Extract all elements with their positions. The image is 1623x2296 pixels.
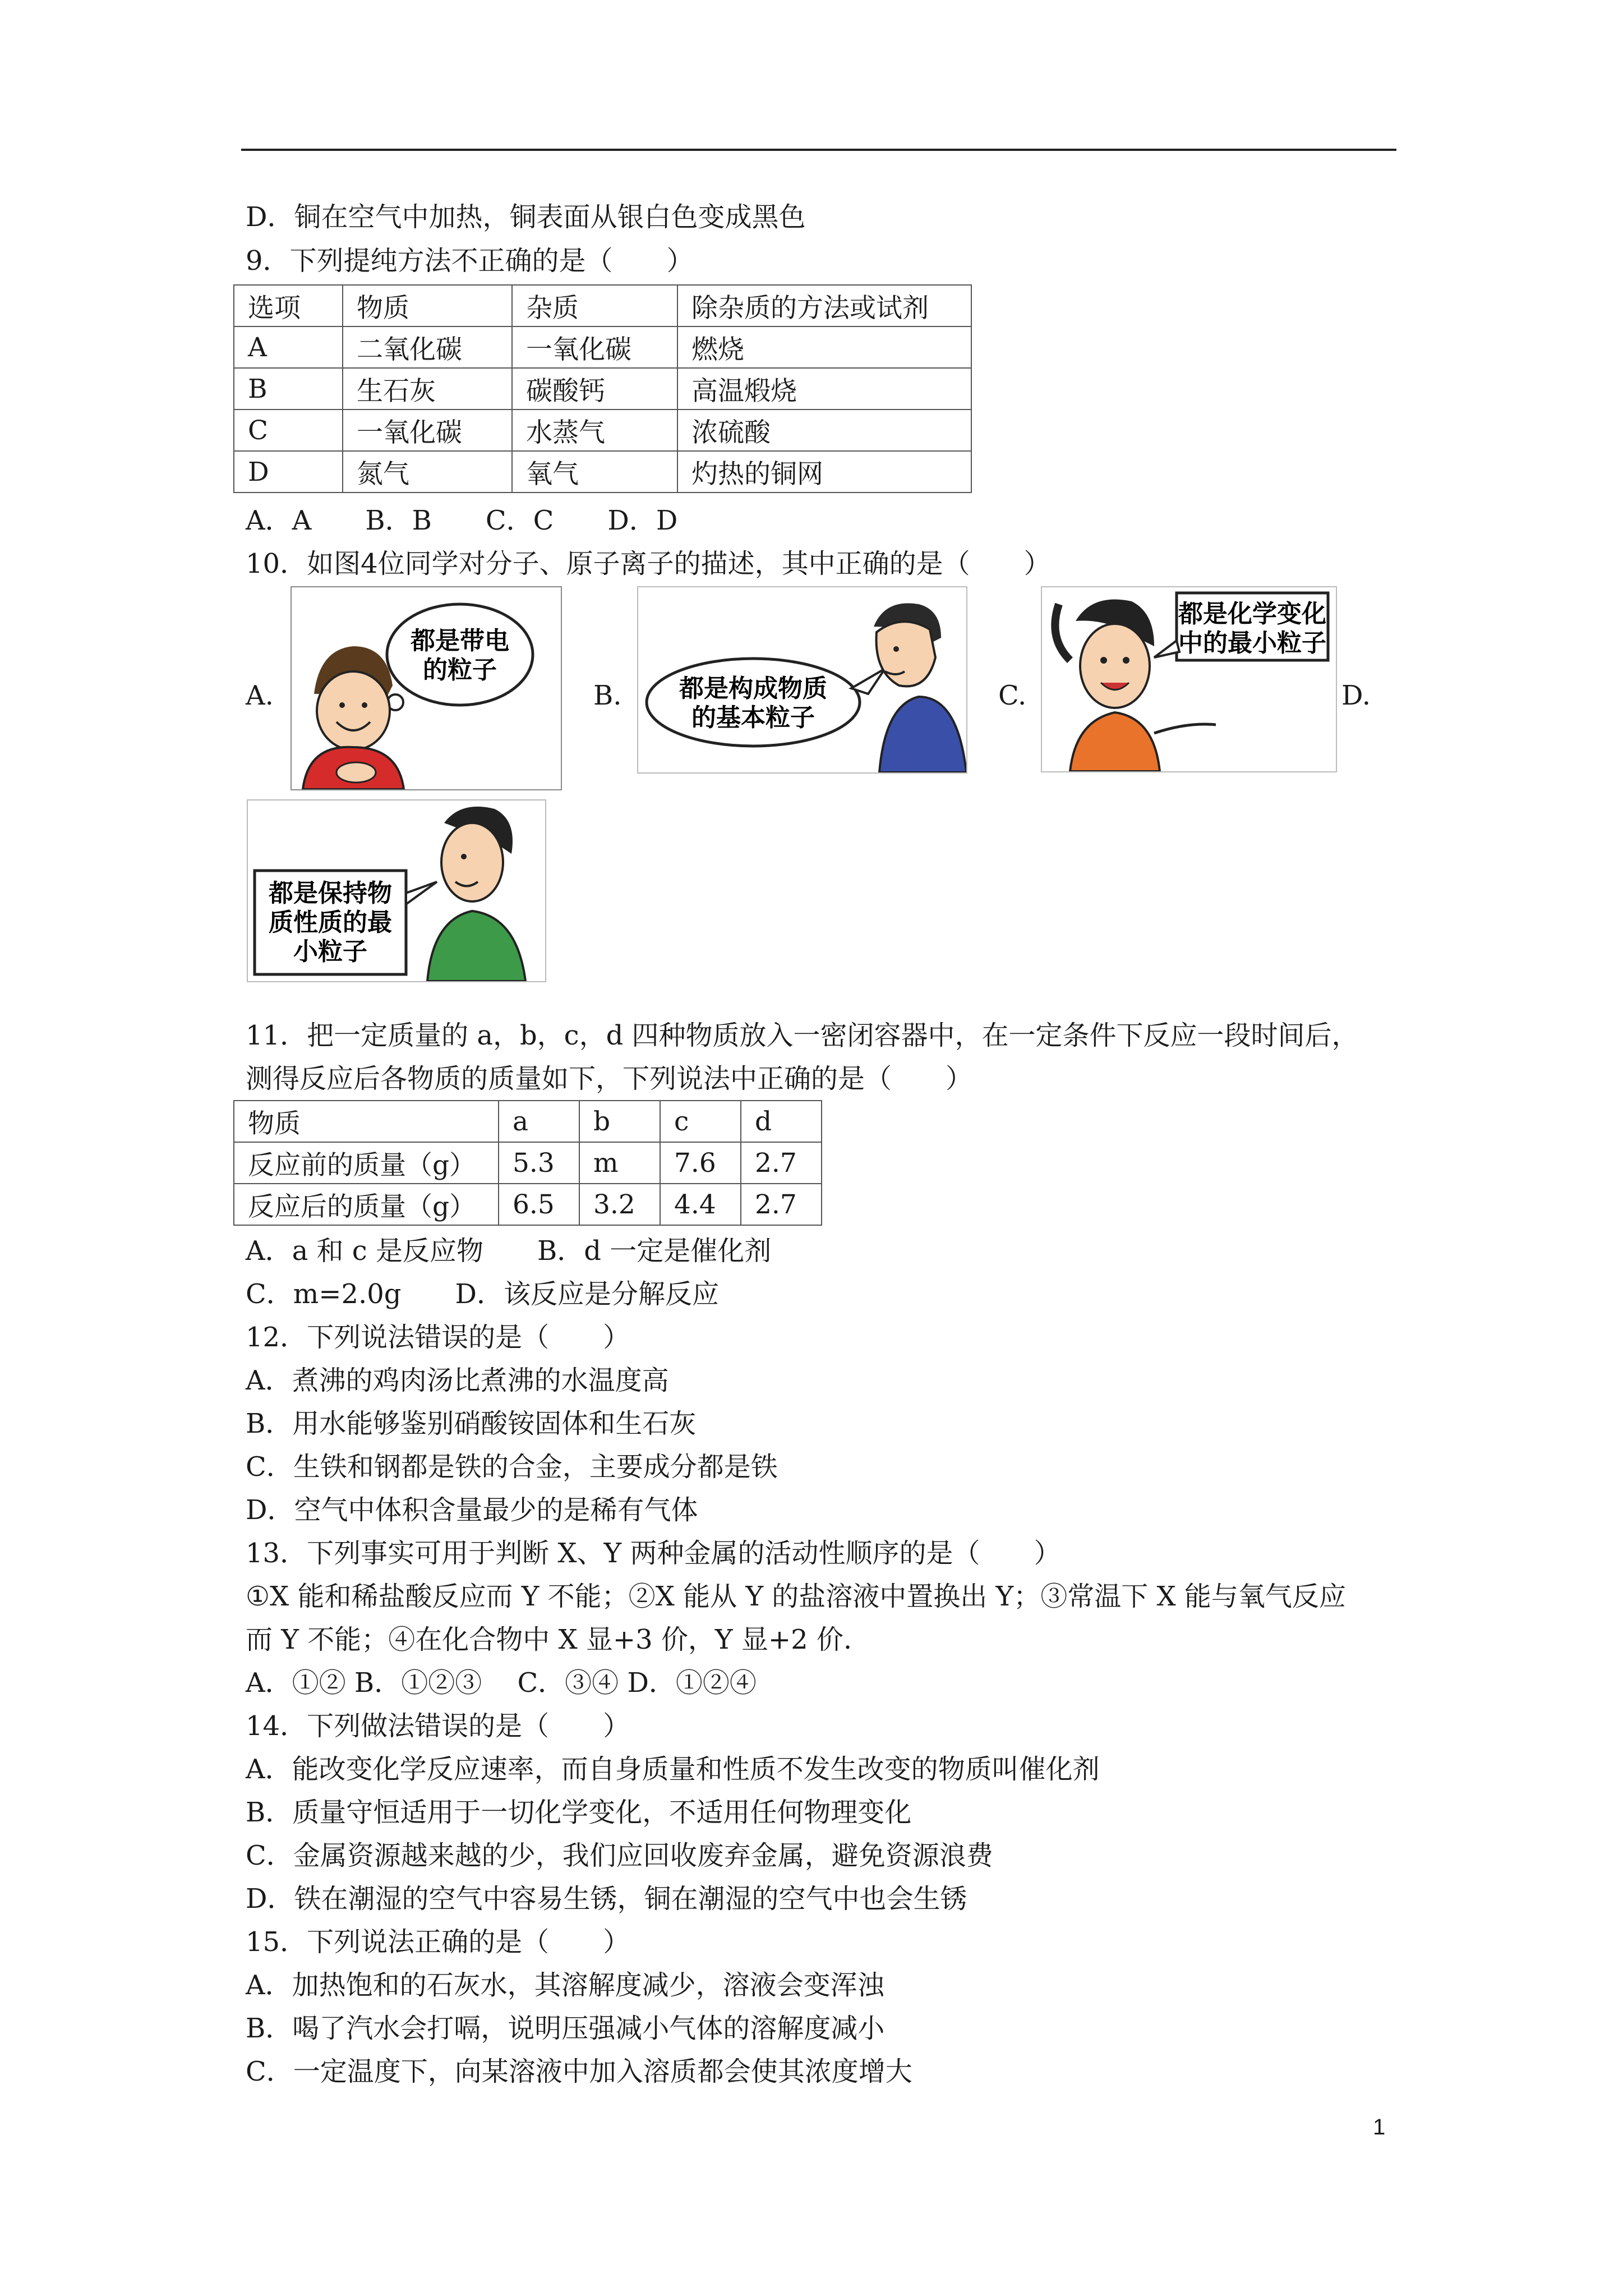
q11-options-line2: C．m=2.0g D．该反应是分解反应: [246, 1278, 720, 1310]
q13-stem: 13．下列事实可用于判断 X、Y 两种金属的活动性顺序的是（ ）: [246, 1538, 1061, 1569]
table-row: [234, 1101, 822, 1142]
table-cell: 碳酸钙: [512, 368, 677, 409]
q12-option-d: D．空气中体积含量最少的是稀有气体: [246, 1494, 698, 1526]
table-cell: 氧气: [512, 451, 677, 493]
q11-table: [233, 1100, 822, 1226]
table-cell: 生石灰: [343, 368, 512, 409]
q10-bubble-b-line1: 都是构成物质: [679, 674, 827, 703]
q11-stem-line2: 测得反应后各物质的质量如下，下列说法中正确的是（ ）: [246, 1063, 973, 1094]
table-cell: 一氧化碳: [512, 326, 677, 368]
table-cell: 一氧化碳: [343, 409, 512, 451]
q14-option-a: A．能改变化学反应速率，而自身质量和性质不发生改变的物质叫催化剂: [246, 1754, 1100, 1785]
q10-label-d: D.: [1341, 680, 1371, 711]
table-cell: 高温煅烧: [677, 368, 971, 409]
table-cell: 3.2: [579, 1184, 660, 1225]
q9-options: A．A B．B C．C D．D: [246, 505, 678, 536]
q15-option-a: A．加热饱和的石灰水，其溶解度减少，溶液会变浑浊: [246, 1970, 884, 2001]
table-cell: 5.3: [499, 1142, 579, 1184]
page-number: 1: [1373, 2115, 1386, 2139]
table-cell: 水蒸气: [512, 409, 677, 451]
table-cell: B: [234, 368, 343, 409]
q10-bubble-a-line2: 的粒子: [423, 656, 497, 684]
table-cell: C: [234, 409, 343, 451]
q15-option-c: C．一定温度下，向某溶液中加入溶质都会使其浓度增大: [246, 2056, 912, 2087]
q10-label-b: B.: [593, 680, 622, 711]
table-cell: 反应前的质量（g）: [234, 1142, 499, 1184]
table-cell: 浓硫酸: [677, 409, 971, 451]
table-cell: 反应后的质量（g）: [234, 1184, 499, 1225]
table-cell: 2.7: [741, 1184, 822, 1225]
q10-label-a: A.: [246, 680, 274, 711]
table-cell: 7.6: [660, 1142, 741, 1184]
table-cell: d: [741, 1101, 822, 1142]
q15-stem: 15．下列说法正确的是（ ）: [246, 1926, 630, 1958]
table-row: [234, 1184, 822, 1225]
q10-bubble-d-line1: 都是保持物: [269, 879, 392, 908]
q13-options: A．①② B．①②③ C．③④ D．①②④: [246, 1667, 757, 1699]
q10-picture-d: [247, 799, 546, 982]
q11-options-line1: A．a 和 c 是反应物 B．d 一定是催化剂: [246, 1235, 772, 1267]
table-cell: 杂质: [512, 285, 677, 326]
q12-option-b: B．用水能够鉴别硝酸铵固体和生石灰: [246, 1408, 697, 1439]
table-cell: 燃烧: [677, 326, 971, 368]
table-cell: 氮气: [343, 451, 512, 493]
table-row: [234, 409, 971, 451]
q10-bubble-c-line1: 都是化学变化: [1178, 600, 1326, 628]
q10-bubble-b-line2: 的基本粒子: [691, 703, 815, 732]
table-cell: 2.7: [741, 1142, 822, 1184]
table-cell: 物质: [343, 285, 512, 326]
q14-stem: 14．下列做法错误的是（ ）: [246, 1710, 630, 1742]
table-row: [234, 1142, 822, 1184]
table-row: [234, 326, 971, 368]
header-rule: [241, 149, 1396, 151]
table-cell: 二氧化碳: [343, 326, 512, 368]
q10-bubble-c-line2: 中的最小粒子: [1178, 629, 1326, 657]
q10-picture-b: [637, 586, 967, 774]
q10-bubble-a-line1: 都是带电: [411, 627, 509, 655]
q14-option-c: C．金属资源越来越的少，我们应回收废弃金属，避免资源浪费: [246, 1840, 993, 1871]
q9-stem: 9．下列提纯方法不正确的是（ ）: [246, 245, 694, 277]
q12-stem: 12．下列说法错误的是（ ）: [246, 1322, 630, 1353]
q10-bubble-d-line2: 质性质的最: [269, 908, 392, 937]
table-row: [234, 451, 971, 493]
table-cell: 6.5: [499, 1184, 579, 1225]
table-cell: A: [234, 326, 343, 368]
q10-picture-c: [1041, 586, 1337, 772]
table-row: [234, 285, 971, 326]
q12-option-a: A．煮沸的鸡肉汤比煮沸的水温度高: [246, 1365, 669, 1396]
q13-statements-line2: 而 Y 不能；④在化合物中 X 显+3 价，Y 显+2 价.: [246, 1624, 852, 1655]
q10-label-c: C.: [998, 680, 1027, 711]
q13-statements-line1: ①X 能和稀盐酸反应而 Y 不能；②X 能从 Y 的盐溶液中置换出 Y；③常温下 X 能与氧气反应: [246, 1581, 1346, 1612]
q8-option-d: D．铜在空气中加热，铜表面从银白色变成黑色: [246, 201, 806, 233]
table-cell: D: [234, 451, 343, 493]
q11-stem-line1: 11．把一定质量的 a，b，c，d 四种物质放入一密闭容器中，在一定条件下反应一段时间后，: [246, 1020, 1359, 1051]
q9-table: [233, 284, 972, 493]
q15-option-b: B．喝了汽水会打嗝，说明压强减小气体的溶解度减小: [246, 2013, 885, 2044]
table-cell: m: [579, 1142, 660, 1184]
q10-stem: 10．如图4位同学对分子、原子离子的描述，其中正确的是（ ）: [246, 548, 1051, 579]
q14-option-d: D．铁在潮湿的空气中容易生锈，铜在潮湿的空气中也会生锈: [246, 1883, 967, 1915]
q14-option-b: B．质量守恒适用于一切化学变化，不适用任何物理变化: [246, 1797, 912, 1828]
table-row: [234, 368, 971, 409]
table-cell: 选项: [234, 285, 343, 326]
q12-option-c: C．生铁和钢都是铁的合金，主要成分都是铁: [246, 1451, 778, 1483]
table-cell: a: [499, 1101, 579, 1142]
table-cell: 除杂质的方法或试剂: [677, 285, 971, 326]
table-cell: 4.4: [660, 1184, 741, 1225]
table-cell: 灼热的铜网: [677, 451, 971, 493]
table-cell: b: [579, 1101, 660, 1142]
table-cell: c: [660, 1101, 741, 1142]
q10-bubble-d-line3: 小粒子: [293, 937, 367, 966]
q10-picture-a: [291, 586, 562, 790]
table-cell: 物质: [234, 1101, 499, 1142]
